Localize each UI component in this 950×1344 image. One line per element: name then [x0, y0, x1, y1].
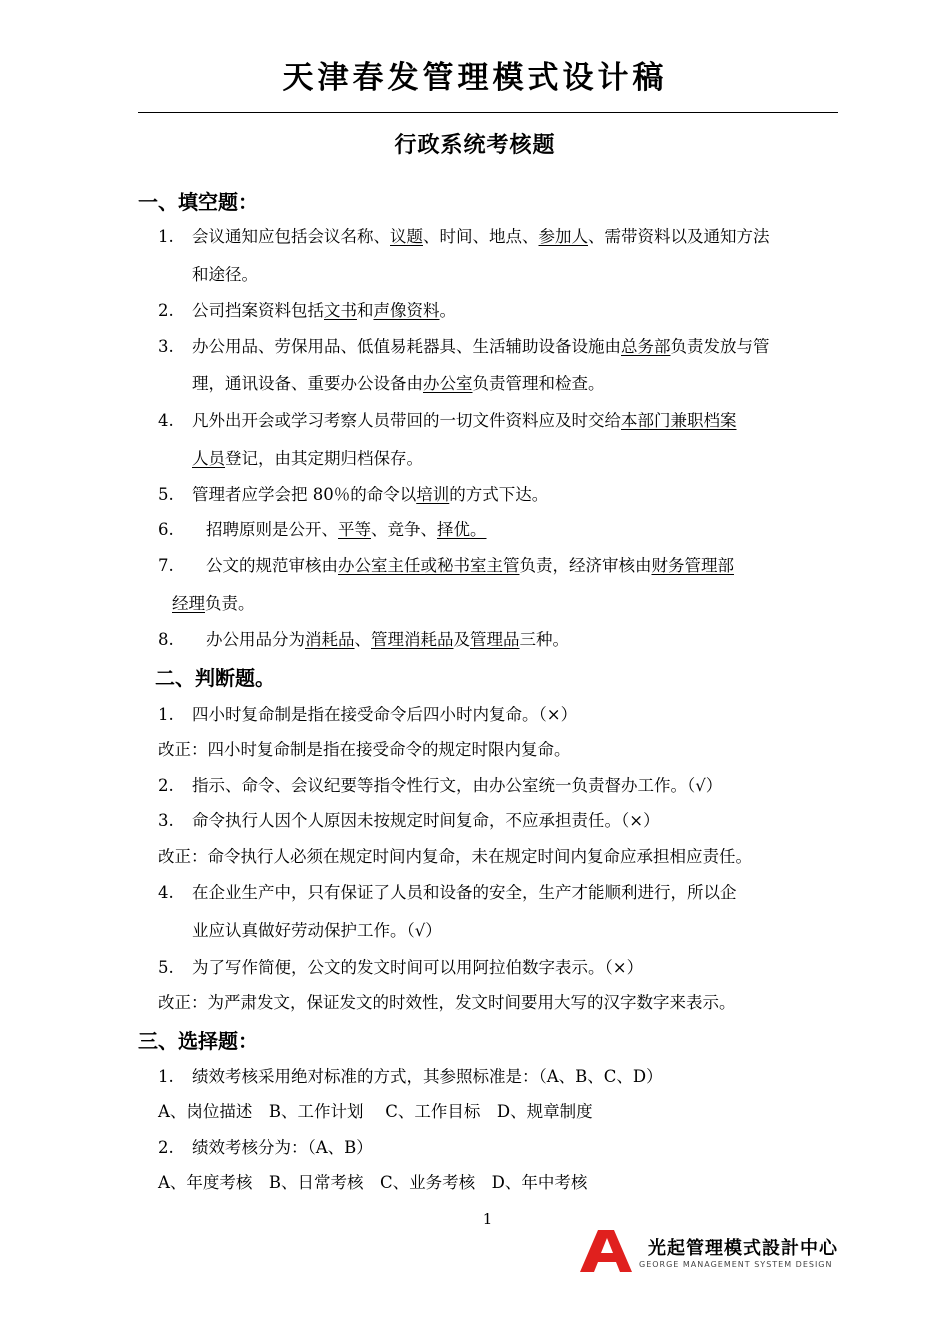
- fill-item-3: [158, 336, 770, 358]
- answer-blank: 平等: [338, 520, 371, 539]
- section-heading-fill-blank: 一、填空题：: [138, 190, 258, 214]
- fill-item-1: [158, 226, 770, 248]
- question-text: 指示、命令、会议纪要等指令性行文，由办公室统一负责督办工作。（√）: [192, 776, 723, 795]
- mc-options-1: A、岗位描述 B、工作计划 C、工作目标 D、规章制度: [158, 1102, 593, 1121]
- item-number: 4.: [158, 883, 174, 902]
- fill-item-6: [158, 519, 487, 541]
- item-text: 的方式下达。: [449, 485, 549, 504]
- answer-blank: 财务管理部: [651, 556, 734, 575]
- answer-blank: 消耗品: [305, 630, 355, 649]
- item-number: 2.: [158, 776, 174, 795]
- header-title: 天津春发管理模式设计稿: [282, 60, 668, 96]
- item-number: 1.: [158, 227, 174, 246]
- question-text: 绩效考核采用绝对标准的方式，其参照标准是：（A、B、C、D）: [192, 1067, 663, 1086]
- item-number: 5.: [158, 485, 174, 504]
- mc-question-1: [158, 1066, 663, 1088]
- document-title: 行政系统考核题: [394, 133, 556, 158]
- company-logo: [578, 1228, 840, 1276]
- item-number: 1.: [158, 1067, 174, 1086]
- item-text: 公文的规范审核由: [206, 556, 338, 575]
- answer-blank: 管理消耗品: [371, 630, 454, 649]
- tf-question-3: [158, 810, 660, 832]
- answer-blank: 声像资料: [373, 301, 440, 320]
- answer-blank: 参加人: [538, 227, 588, 246]
- answer-blank: 本部门兼职档案: [621, 411, 737, 430]
- fill-item-7: [158, 555, 734, 577]
- item-number: 4.: [158, 411, 174, 430]
- question-text: 四小时复命制是指在接受命令后四小时内复命。（×）: [192, 705, 578, 724]
- answer-blank: 办公室: [423, 374, 473, 393]
- item-number: 6.: [158, 520, 174, 539]
- answer-blank: 办公室主任或秘书室主管: [338, 556, 520, 575]
- answer-blank: 择优。: [437, 520, 487, 539]
- item-number: 3.: [158, 337, 174, 356]
- answer-blank: 培训: [416, 485, 450, 504]
- page-number: 1: [482, 1210, 493, 1228]
- tf-question-4: [158, 882, 737, 904]
- fill-item-4-cont: [192, 448, 423, 470]
- answer-blank: 总务部: [621, 337, 671, 356]
- item-text: 招聘原则是公开、: [206, 520, 338, 539]
- item-text: 会议通知应包括会议名称、: [192, 227, 390, 246]
- tf-question-5: [158, 957, 643, 979]
- item-number: 5.: [158, 958, 174, 977]
- item-text: 三种。: [519, 630, 569, 649]
- question-text: 命令执行人因个人原因未按规定时间复命，不应承担责任。（×）: [192, 811, 660, 830]
- question-text: 在企业生产中，只有保证了人员和设备的安全，生产才能顺利进行，所以企: [192, 883, 737, 902]
- question-text: 为了写作简便，公文的发文时间可以用阿拉伯数字表示。（×）: [192, 958, 644, 977]
- item-text: 、竞争、: [371, 520, 437, 539]
- section-heading-true-false: 二、判断题。: [155, 666, 275, 690]
- mc-options-2: A、年度考核 B、日常考核 C、业务考核 D、年中考核: [158, 1173, 588, 1192]
- logo-english-name: GEORGE MANAGEMENT SYSTEM DESIGN: [639, 1260, 833, 1269]
- item-text: 办公用品分为: [206, 630, 305, 649]
- question-text: 绩效考核分为：（A、B）: [192, 1138, 373, 1157]
- answer-blank: 人员: [192, 449, 225, 468]
- section-heading-multiple-choice: 三、选择题：: [138, 1029, 258, 1053]
- logo-name: 光起管理模式設計中心: [648, 1238, 838, 1259]
- item-number: 8.: [158, 630, 174, 649]
- fill-item-4: [158, 410, 737, 432]
- tf-question-4-cont: 业应认真做好劳动保护工作。（√）: [192, 921, 442, 940]
- answer-blank: 经理: [172, 594, 205, 613]
- item-text: 负责发放与管: [670, 337, 770, 356]
- item-text: 办公用品、劳保用品、低值易耗器具、生活辅助设备设施由: [192, 337, 621, 356]
- answer-blank: 管理品: [470, 630, 520, 649]
- item-text: 、需带资料以及通知方法: [588, 227, 770, 246]
- item-text: 凡外出开会或学习考察人员带回的一切文件资料应及时交给: [192, 411, 621, 430]
- fill-item-8: [158, 629, 569, 651]
- fill-item-2: [158, 300, 456, 322]
- item-text: 、时间、地点、: [423, 227, 539, 246]
- tf-correction-1: 改正：四小时复命制是指在接受命令的规定时限内复命。: [158, 740, 571, 759]
- item-text: 及: [453, 630, 470, 649]
- fill-item-5: [158, 484, 548, 506]
- logo-a-icon: [578, 1228, 634, 1274]
- item-text: 负责管理和检查。: [472, 374, 605, 393]
- item-text: 登记，由其定期归档保存。: [225, 449, 423, 468]
- item-number: 1.: [158, 705, 174, 724]
- tf-correction-5: 改正：为严肃发文，保证发文的时效性，发文时间要用大写的汉字数字来表示。: [158, 993, 736, 1012]
- item-text: 理，通讯设备、重要办公设备由: [192, 374, 423, 393]
- item-number: 3.: [158, 811, 174, 830]
- item-number: 2.: [158, 301, 174, 320]
- item-text: 负责。: [205, 594, 255, 613]
- fill-item-7-cont: [172, 593, 255, 615]
- item-text: 、: [354, 630, 371, 649]
- tf-question-1: [158, 704, 577, 726]
- item-number: 2.: [158, 1138, 174, 1157]
- answer-blank: 议题: [390, 227, 423, 246]
- item-text: 公司挡案资料包括: [192, 301, 324, 320]
- fill-item-1-cont: 和途径。: [192, 265, 258, 284]
- fill-item-3-cont: [192, 373, 605, 395]
- header-divider: [138, 112, 838, 113]
- mc-question-2: [158, 1137, 373, 1159]
- tf-question-2: [158, 775, 722, 797]
- item-text: 负责，经济审核由: [519, 556, 652, 575]
- tf-correction-3: 改正：命令执行人必须在规定时间内复命，未在规定时间内复命应承担相应责任。: [158, 847, 752, 866]
- item-number: 7.: [158, 556, 174, 575]
- item-text: 。: [439, 301, 456, 320]
- item-text: 和: [357, 301, 374, 320]
- item-text: 管理者应学会把 80％的命令以: [192, 485, 417, 504]
- answer-blank: 文书: [324, 301, 357, 320]
